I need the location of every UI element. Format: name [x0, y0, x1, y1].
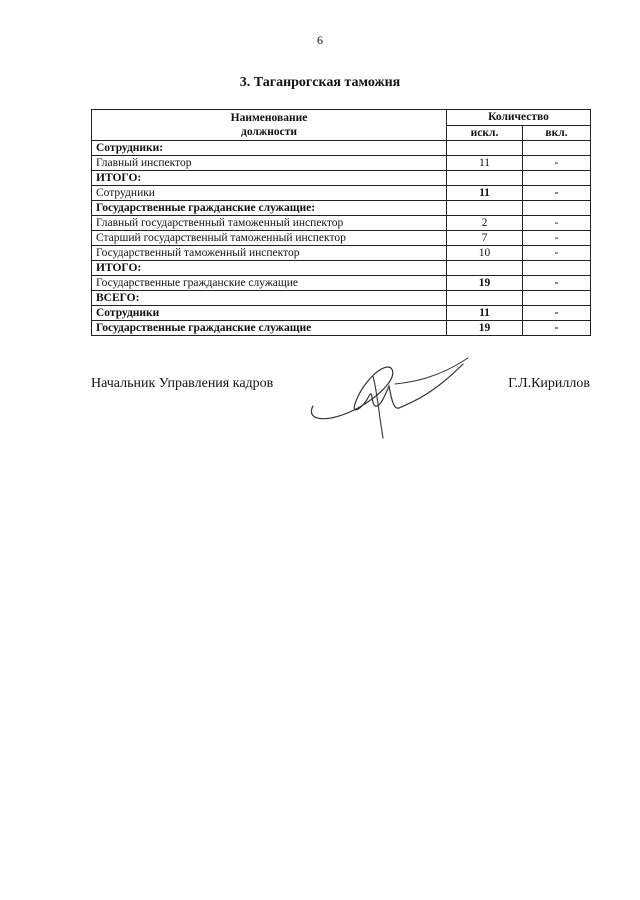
row-label: Сотрудники	[92, 186, 447, 201]
row-label: Главный государственный таможенный инспектор	[92, 216, 447, 231]
section-label: ВСЕГО:	[92, 291, 447, 306]
row-label: Государственные гражданские служащие	[92, 321, 447, 336]
cell-incl	[523, 291, 591, 306]
table-row	[92, 276, 591, 291]
cell-excl	[447, 141, 523, 156]
cell-excl: 2	[447, 216, 523, 231]
header-name-line2: должности	[241, 126, 297, 138]
cell-incl: -	[523, 186, 591, 201]
cell-excl	[447, 261, 523, 276]
cell-excl: 7	[447, 231, 523, 246]
cell-incl: -	[523, 306, 591, 321]
table-row	[92, 186, 591, 201]
handwritten-signature	[303, 346, 483, 446]
table-row	[92, 141, 591, 156]
cell-incl: -	[523, 246, 591, 261]
cell-incl	[523, 141, 591, 156]
page-number: 6	[317, 33, 323, 47]
cell-excl: 19	[447, 276, 523, 291]
signatory-position: Начальник Управления кадров	[91, 376, 274, 391]
signatory-name: Г.Л.Кириллов	[508, 376, 590, 391]
header-quantity: Количество	[447, 110, 591, 126]
header-name-line1: Наименование	[230, 112, 308, 124]
cell-incl: -	[523, 276, 591, 291]
table-header-row	[92, 110, 591, 126]
table-row	[92, 321, 591, 336]
table-row	[92, 231, 591, 246]
cell-incl: -	[523, 156, 591, 171]
header-position-name	[92, 110, 447, 141]
table-row	[92, 291, 591, 306]
row-label: Главный инспектор	[92, 156, 447, 171]
table-row	[92, 246, 591, 261]
cell-excl: 10	[447, 246, 523, 261]
cell-excl: 19	[447, 321, 523, 336]
section-label: ИТОГО:	[92, 171, 447, 186]
cell-incl	[523, 171, 591, 186]
header-incl: вкл.	[523, 125, 591, 141]
table-row	[92, 306, 591, 321]
signature-block	[91, 366, 590, 456]
cell-incl	[523, 201, 591, 216]
section-label: Государственные гражданские служащие:	[92, 201, 447, 216]
section-label: Сотрудники:	[92, 141, 447, 156]
row-label: Государственные гражданские служащие	[92, 276, 447, 291]
table-row	[92, 171, 591, 186]
staff-table	[91, 109, 591, 336]
cell-incl	[523, 261, 591, 276]
cell-incl: -	[523, 231, 591, 246]
row-label: Сотрудники	[92, 306, 447, 321]
section-label: ИТОГО:	[92, 261, 447, 276]
cell-excl: 11	[447, 186, 523, 201]
cell-excl: 11	[447, 156, 523, 171]
header-excl: искл.	[447, 125, 523, 141]
cell-excl	[447, 291, 523, 306]
cell-incl: -	[523, 216, 591, 231]
document-title: 3. Таганрогская таможня	[239, 75, 401, 90]
row-label: Государственный таможенный инспектор	[92, 246, 447, 261]
cell-excl	[447, 171, 523, 186]
table-row	[92, 216, 591, 231]
cell-incl: -	[523, 321, 591, 336]
table-row	[92, 156, 591, 171]
table-row	[92, 201, 591, 216]
cell-excl: 11	[447, 306, 523, 321]
cell-excl	[447, 201, 523, 216]
row-label: Старший государственный таможенный инспектор	[92, 231, 447, 246]
table-row	[92, 261, 591, 276]
